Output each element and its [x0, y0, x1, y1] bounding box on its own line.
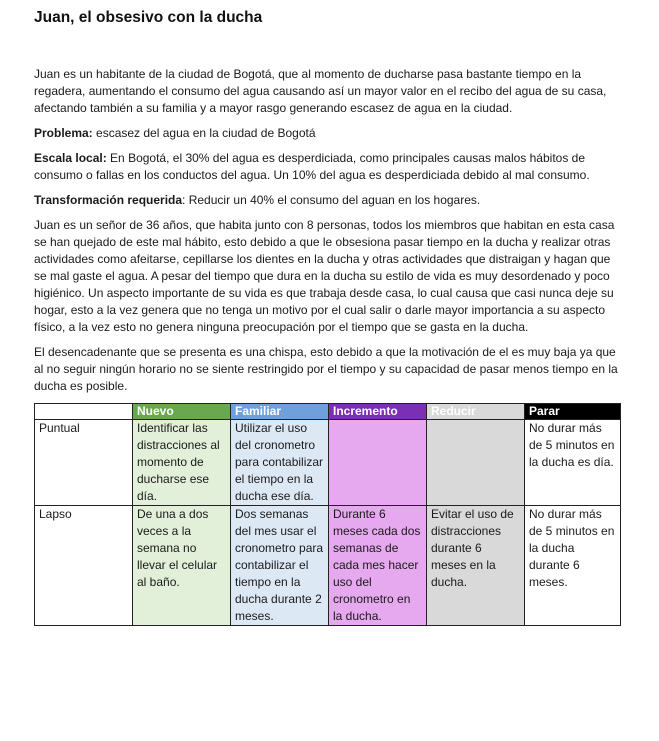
cell-lapso-reducir: Evitar el uso de distracciones durante 6 meses en la ducha. — [427, 506, 525, 626]
header-parar: Parar — [525, 404, 621, 420]
row-label-lapso: Lapso — [35, 506, 133, 626]
cell-lapso-familiar: Dos semanas del mes usar el cronometro para contabilizar el tiempo en la ducha durante 2 meses. — [231, 506, 329, 626]
cell-lapso-nuevo: De una a dos veces a la semana no llevar el celular al baño. — [133, 506, 231, 626]
cell-puntual-nuevo: Identificar las distracciones al momento de ducharse ese día. — [133, 420, 231, 506]
escala-text: En Bogotá, el 30% del agua es desperdiciada, como principales causas malos hábitos de consumo o fallas en los conductos del agua. Un 10% del agua es desperdiciada debido al mal consumo. — [34, 151, 590, 182]
problema-label: Problema: — [34, 126, 93, 140]
table-row — [35, 420, 621, 506]
header-familiar: Familiar — [231, 404, 329, 420]
habit-table — [34, 403, 621, 626]
table-row — [35, 506, 621, 626]
table-header-row — [35, 404, 621, 420]
header-nuevo: Nuevo — [133, 404, 231, 420]
cell-puntual-parar: No durar más de 5 minutos en la ducha es día. — [525, 420, 621, 506]
header-empty — [35, 404, 133, 420]
problema-paragraph — [34, 125, 624, 142]
cell-lapso-incremento: Durante 6 meses cada dos semanas de cada mes hacer uso del cronometro en la ducha. — [329, 506, 427, 626]
descripcion-paragraph: Juan es un señor de 36 años, que habita junto con 8 personas, todos los miembros que habitan en esta casa se han quejado de este mal hábito, esto debido a que le obsesiona pasar tiempo en la ducha y realizar otras actividades como afeitarse, cepillarse los dientes en la ducha y otras actividades que distraigan y hagan que se mal gaste el agua. A pesar del tiempo que dura en la ducha su estilo de vida es muy desordenado y poco higiénico. Un aspecto importante de su vida es que trabaja desde casa, lo cual causa que casi nunca deje su hogar, esto a la vez genera que no tenga un motivo por el cual salir o darle mayor importancia a su aspecto físico, a la vez esto no genera ninguna preocupación por el tiempo que se gasta en la ducha. — [34, 218, 615, 334]
cell-puntual-familiar: Utilizar el uso del cronometro para contabilizar el tiempo en la ducha ese día. — [231, 420, 329, 506]
problema-text: escasez del agua en la ciudad de Bogotá — [92, 126, 316, 140]
escala-paragraph — [34, 150, 624, 184]
intro-paragraph: Juan es un habitante de la ciudad de Bogotá, que al momento de ducharse pasa bastante tiempo en la regadera, aumentando el consumo del agua causando así un mayor valor en el recibo del agua de su casa, afectando también a su familia y a mayor rasgo generando escasez de agua en la ciudad. — [34, 67, 607, 115]
row-label-puntual: Puntual — [35, 420, 133, 506]
document-title: Juan, el obsesivo con la ducha — [34, 9, 263, 26]
desencadenante-paragraph: El desencadenante que se presenta es una chispa, esto debido a que la motivación de el es muy baja ya que al no seguir ningún horario no se siente restringido por el tiempo y su capacidad de pasar menos tiempo en la ducha es posible. — [34, 345, 618, 393]
transformacion-paragraph — [34, 192, 624, 209]
cell-lapso-parar: No durar más de 5 minutos en la ducha durante 6 meses. — [525, 506, 621, 626]
escala-label: Escala local: — [34, 151, 107, 165]
cell-puntual-reducir — [427, 420, 525, 506]
header-incremento: Incremento — [329, 404, 427, 420]
transformacion-text: : Reducir un 40% el consumo del aguan en los hogares. — [182, 193, 481, 207]
transformacion-label: Transformación requerida — [34, 193, 183, 207]
header-reducir: Reducir — [427, 404, 525, 420]
cell-puntual-incremento — [329, 420, 427, 506]
